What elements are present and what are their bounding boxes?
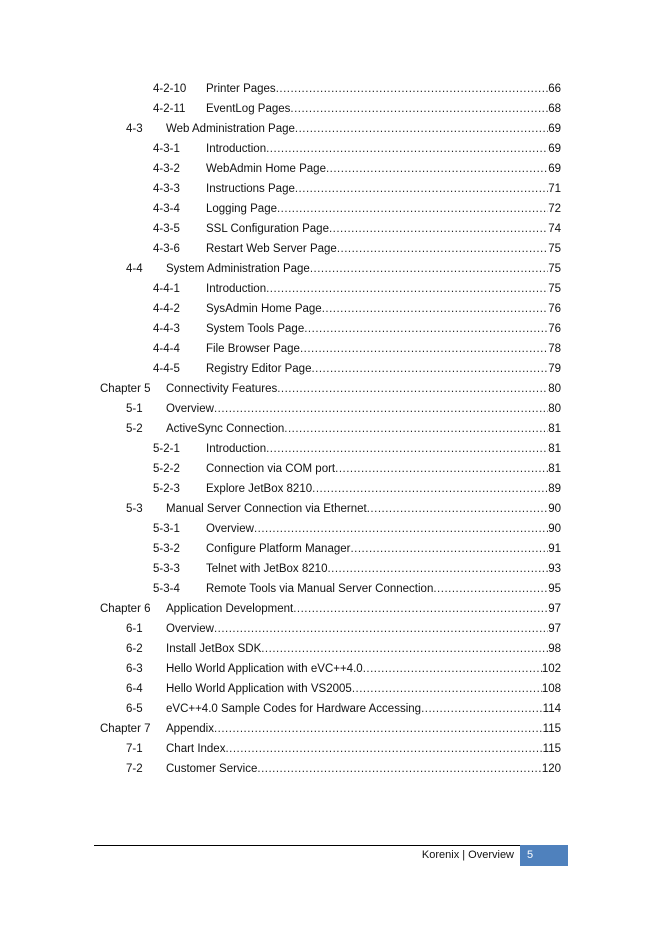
toc-entry-line bbox=[166, 261, 561, 277]
toc-entry-number: 5-1 bbox=[126, 403, 143, 415]
toc-entry-line bbox=[166, 741, 561, 757]
toc-entry-page: 79 bbox=[548, 363, 561, 375]
toc-entry-number: 4-4-5 bbox=[153, 363, 180, 375]
toc-entry[interactable] bbox=[0, 101, 662, 117]
toc-entry[interactable] bbox=[0, 141, 662, 157]
toc-entry-number: 6-3 bbox=[126, 663, 143, 675]
toc-entry-number: 7-2 bbox=[126, 763, 143, 775]
toc-entry-page: 78 bbox=[548, 343, 561, 355]
toc-entry[interactable] bbox=[0, 741, 662, 757]
toc-entry[interactable] bbox=[0, 481, 662, 497]
toc-entry-page: 75 bbox=[548, 243, 561, 255]
dot-leader bbox=[214, 621, 548, 637]
toc-entry-page: 97 bbox=[548, 623, 561, 635]
toc-entry[interactable] bbox=[0, 621, 662, 637]
dot-leader bbox=[254, 521, 548, 537]
toc-entry-number: 5-2 bbox=[126, 423, 143, 435]
toc-entry-title: Remote Tools via Manual Server Connection bbox=[206, 583, 434, 595]
toc-entry-line bbox=[206, 201, 561, 217]
toc-entry-title: Logging Page bbox=[206, 203, 277, 215]
toc-entry-title: Web Administration Page bbox=[166, 123, 295, 135]
toc-entry-line bbox=[206, 461, 561, 477]
toc-entry-line bbox=[206, 301, 561, 317]
toc-entry-line bbox=[206, 341, 561, 357]
toc-entry-line bbox=[206, 141, 561, 157]
toc-entry-title: Overview bbox=[206, 523, 254, 535]
toc-entry-page: 120 bbox=[541, 763, 561, 775]
toc-entry-number: 5-3-3 bbox=[153, 563, 180, 575]
toc-entry-line bbox=[206, 581, 561, 597]
toc-entry-line bbox=[166, 121, 561, 137]
toc-entry-line bbox=[206, 541, 561, 557]
toc-entry-title: Telnet with JetBox 8210 bbox=[206, 563, 328, 575]
dot-leader bbox=[290, 101, 548, 117]
toc-entry-title: Restart Web Server Page bbox=[206, 243, 337, 255]
toc-entry-line bbox=[206, 101, 561, 117]
toc-entry-page: 89 bbox=[548, 483, 561, 495]
toc-entry-title: Introduction bbox=[206, 283, 267, 295]
toc-entry-number: 4-3-6 bbox=[153, 243, 180, 255]
dot-leader bbox=[214, 721, 543, 737]
dot-leader bbox=[277, 201, 548, 217]
toc-entry-title: Connectivity Features bbox=[166, 383, 278, 395]
toc-entry-page: 115 bbox=[542, 723, 561, 735]
toc-entry[interactable] bbox=[0, 201, 662, 217]
toc-entry[interactable] bbox=[0, 541, 662, 557]
dot-leader bbox=[352, 681, 542, 697]
toc-entry-page: 81 bbox=[548, 443, 561, 455]
toc-entry-number: 5-2-2 bbox=[153, 463, 180, 475]
toc-entry[interactable] bbox=[0, 281, 662, 297]
toc-entry-line bbox=[166, 601, 561, 617]
toc-entry-number: 6-2 bbox=[126, 643, 143, 655]
toc-entry-line bbox=[206, 521, 561, 537]
toc-entry[interactable] bbox=[0, 301, 662, 317]
toc-entry[interactable] bbox=[0, 761, 662, 777]
footer-text: Korenix | Overview bbox=[421, 849, 514, 861]
toc-entry-title: Configure Platform Manager bbox=[206, 543, 351, 555]
toc-entry-title: eVC++4.0 Sample Codes for Hardware Accessing bbox=[166, 703, 422, 715]
toc-entry[interactable] bbox=[0, 521, 662, 537]
toc-entry-line bbox=[166, 661, 561, 677]
toc-entry-number: 4-2-10 bbox=[153, 83, 187, 95]
toc-entry-title: Install JetBox SDK bbox=[166, 643, 262, 655]
dot-leader bbox=[329, 221, 548, 237]
toc-entry-page: 81 bbox=[548, 463, 561, 475]
toc-entry-line bbox=[166, 721, 561, 737]
toc-entry[interactable] bbox=[0, 361, 662, 377]
toc-entry-number: 5-3-2 bbox=[153, 543, 180, 555]
toc-entry-page: 76 bbox=[548, 323, 561, 335]
toc-entry-title: Connection via COM port bbox=[206, 463, 336, 475]
toc-entry-line bbox=[166, 701, 561, 717]
toc-entry-number: 6-1 bbox=[126, 623, 143, 635]
toc-entry-page: 68 bbox=[548, 103, 561, 115]
toc-entry-page: 69 bbox=[548, 143, 561, 155]
toc-entry-line bbox=[166, 761, 561, 777]
toc-entry-page: 90 bbox=[548, 523, 561, 535]
toc-entry-page: 102 bbox=[541, 663, 561, 675]
toc-entry-page: 91 bbox=[548, 543, 561, 555]
toc-entry-line bbox=[206, 481, 561, 497]
toc-entry-number: 4-3-2 bbox=[153, 163, 180, 175]
toc-entry[interactable] bbox=[0, 661, 662, 677]
dot-leader bbox=[363, 661, 542, 677]
toc-entry-number: 6-4 bbox=[126, 683, 143, 695]
dot-leader bbox=[266, 441, 548, 457]
dot-leader bbox=[276, 81, 549, 97]
toc-entry[interactable] bbox=[0, 441, 662, 457]
dot-leader bbox=[284, 421, 548, 437]
toc-entry-page: 72 bbox=[548, 203, 561, 215]
toc-entry-page: 80 bbox=[548, 383, 561, 395]
toc-entry[interactable] bbox=[0, 501, 662, 517]
footer-page-number: 5 bbox=[520, 845, 568, 866]
dot-leader bbox=[326, 161, 548, 177]
toc-entry-number: 4-3-5 bbox=[153, 223, 180, 235]
toc-entry[interactable] bbox=[0, 221, 662, 237]
toc-entry-line bbox=[206, 81, 561, 97]
toc-entry-page: 75 bbox=[548, 263, 561, 275]
dot-leader bbox=[350, 541, 548, 557]
toc-entry-number: 7-1 bbox=[126, 743, 143, 755]
toc-entry-line bbox=[206, 321, 561, 337]
dot-leader bbox=[225, 741, 542, 757]
dot-leader bbox=[304, 321, 548, 337]
toc-entry-number: 5-3 bbox=[126, 503, 143, 515]
dot-leader bbox=[257, 761, 541, 777]
toc-entry[interactable] bbox=[0, 341, 662, 357]
toc-entry-line bbox=[166, 501, 561, 517]
dot-leader bbox=[312, 481, 548, 497]
toc-entry[interactable] bbox=[0, 461, 662, 477]
toc-entry-number: 5-3-4 bbox=[153, 583, 180, 595]
dot-leader bbox=[433, 581, 548, 597]
toc-entry-page: 74 bbox=[548, 223, 561, 235]
toc-entry-page: 80 bbox=[548, 403, 561, 415]
toc-entry-line bbox=[206, 161, 561, 177]
toc-entry-title: Registry Editor Page bbox=[206, 363, 312, 375]
toc-entry-line bbox=[206, 441, 561, 457]
toc-entry-page: 90 bbox=[548, 503, 561, 515]
toc-entry-page: 69 bbox=[548, 123, 561, 135]
toc-entry-line bbox=[166, 621, 561, 637]
toc-entry[interactable] bbox=[0, 401, 662, 417]
toc-entry-number: 4-3 bbox=[126, 123, 143, 135]
toc-entry-title: Printer Pages bbox=[206, 83, 276, 95]
toc-entry-title: System Administration Page bbox=[166, 263, 310, 275]
toc-entry-title: Hello World Application with eVC++4.0 bbox=[166, 663, 363, 675]
toc-entry-number: Chapter 7 bbox=[100, 723, 151, 735]
toc-entry-line bbox=[206, 221, 561, 237]
toc-entry-line bbox=[206, 561, 561, 577]
toc-entry-page: 71 bbox=[548, 183, 561, 195]
dot-leader bbox=[266, 281, 548, 297]
toc-entry-title: ActiveSync Connection bbox=[166, 423, 285, 435]
toc-entry-number: 4-3-1 bbox=[153, 143, 180, 155]
toc-entry-title: SysAdmin Home Page bbox=[206, 303, 322, 315]
toc-entry[interactable] bbox=[0, 701, 662, 717]
dot-leader bbox=[295, 181, 548, 197]
toc-entry[interactable] bbox=[0, 161, 662, 177]
dot-leader bbox=[277, 381, 548, 397]
toc-entry-title: Hello World Application with VS2005 bbox=[166, 683, 352, 695]
toc-entry[interactable] bbox=[0, 601, 662, 617]
toc-entry-title: System Tools Page bbox=[206, 323, 305, 335]
dot-leader bbox=[266, 141, 548, 157]
toc-entry-number: 4-4-4 bbox=[153, 343, 180, 355]
toc-entry-title: Instructions Page bbox=[206, 183, 295, 195]
dot-leader bbox=[421, 701, 543, 717]
toc-entry-number: 4-4-1 bbox=[153, 283, 180, 295]
dot-leader bbox=[335, 461, 548, 477]
toc-entry[interactable] bbox=[0, 181, 662, 197]
toc-entry-number: 4-3-4 bbox=[153, 203, 180, 215]
toc-entry-page: 93 bbox=[548, 563, 561, 575]
dot-leader bbox=[311, 361, 548, 377]
toc-entry-number: Chapter 6 bbox=[100, 603, 151, 615]
toc-entry-number: 4-4-3 bbox=[153, 323, 180, 335]
toc-entry-title: Introduction bbox=[206, 143, 267, 155]
dot-leader bbox=[261, 641, 548, 657]
toc-entry-page: 81 bbox=[548, 423, 561, 435]
dot-leader bbox=[310, 261, 548, 277]
toc-entry-number: 6-5 bbox=[126, 703, 143, 715]
dot-leader bbox=[214, 401, 548, 417]
dot-leader bbox=[327, 561, 548, 577]
toc-entry-page: 115 bbox=[542, 743, 561, 755]
toc-entry-page: 114 bbox=[542, 703, 561, 715]
toc-entry-line bbox=[206, 181, 561, 197]
toc-entry-page: 76 bbox=[548, 303, 561, 315]
toc-entry-page: 108 bbox=[541, 683, 561, 695]
toc-entry[interactable] bbox=[0, 561, 662, 577]
toc-entry-title: Application Development bbox=[166, 603, 294, 615]
toc-entry-number: 4-2-11 bbox=[153, 103, 186, 115]
dot-leader bbox=[300, 341, 548, 357]
toc-entry[interactable] bbox=[0, 321, 662, 337]
toc-entry-number: Chapter 5 bbox=[100, 383, 151, 395]
toc-entry-line bbox=[166, 681, 561, 697]
dot-leader bbox=[322, 301, 549, 317]
toc-entry-page: 75 bbox=[548, 283, 561, 295]
toc-entry-page: 69 bbox=[548, 163, 561, 175]
dot-leader bbox=[295, 121, 548, 137]
toc-entry-number: 4-4-2 bbox=[153, 303, 180, 315]
toc-entry-line bbox=[166, 381, 561, 397]
toc-entry-page: 98 bbox=[548, 643, 561, 655]
toc-entry-line bbox=[166, 401, 561, 417]
toc-entry[interactable] bbox=[0, 581, 662, 597]
toc-entry-line bbox=[206, 361, 561, 377]
toc-entry[interactable] bbox=[0, 241, 662, 257]
dot-leader bbox=[337, 241, 548, 257]
toc-entry-line bbox=[166, 641, 561, 657]
toc-entry-number: 4-4 bbox=[126, 263, 143, 275]
toc-entry-title: Customer Service bbox=[166, 763, 258, 775]
toc-entry-title: WebAdmin Home Page bbox=[206, 163, 326, 175]
toc-entry-number: 5-2-1 bbox=[153, 443, 180, 455]
toc-entry-title: Overview bbox=[166, 623, 214, 635]
toc-entry-title: EventLog Pages bbox=[206, 103, 291, 115]
toc-entry-page: 97 bbox=[548, 603, 561, 615]
footer-divider bbox=[94, 845, 520, 846]
toc-entry-page: 95 bbox=[548, 583, 561, 595]
toc-entry-title: Chart Index bbox=[166, 743, 226, 755]
toc-entry-title: Explore JetBox 8210 bbox=[206, 483, 313, 495]
toc-entry-title: SSL Configuration Page bbox=[206, 223, 329, 235]
toc-entry[interactable] bbox=[0, 121, 662, 137]
toc-entry-title: Manual Server Connection via Ethernet bbox=[166, 503, 367, 515]
toc-entry[interactable] bbox=[0, 421, 662, 437]
toc-entry[interactable] bbox=[0, 261, 662, 277]
toc-entry-number: 4-3-3 bbox=[153, 183, 180, 195]
toc-entry[interactable] bbox=[0, 81, 662, 97]
toc-entry[interactable] bbox=[0, 641, 662, 657]
toc-entry[interactable] bbox=[0, 381, 662, 397]
toc-entry-number: 5-3-1 bbox=[153, 523, 180, 535]
toc-entry[interactable] bbox=[0, 721, 662, 737]
toc-entry-title: Introduction bbox=[206, 443, 267, 455]
toc-entry-page: 66 bbox=[548, 83, 561, 95]
toc-entry-line bbox=[166, 421, 561, 437]
toc-entry-title: Overview bbox=[166, 403, 214, 415]
toc-entry[interactable] bbox=[0, 681, 662, 697]
toc-entry-title: Appendix bbox=[166, 723, 214, 735]
dot-leader bbox=[293, 601, 548, 617]
toc-entry-number: 5-2-3 bbox=[153, 483, 180, 495]
dot-leader bbox=[367, 501, 548, 517]
toc-entry-title: File Browser Page bbox=[206, 343, 300, 355]
toc-entry-line bbox=[206, 281, 561, 297]
toc-entry-line bbox=[206, 241, 561, 257]
